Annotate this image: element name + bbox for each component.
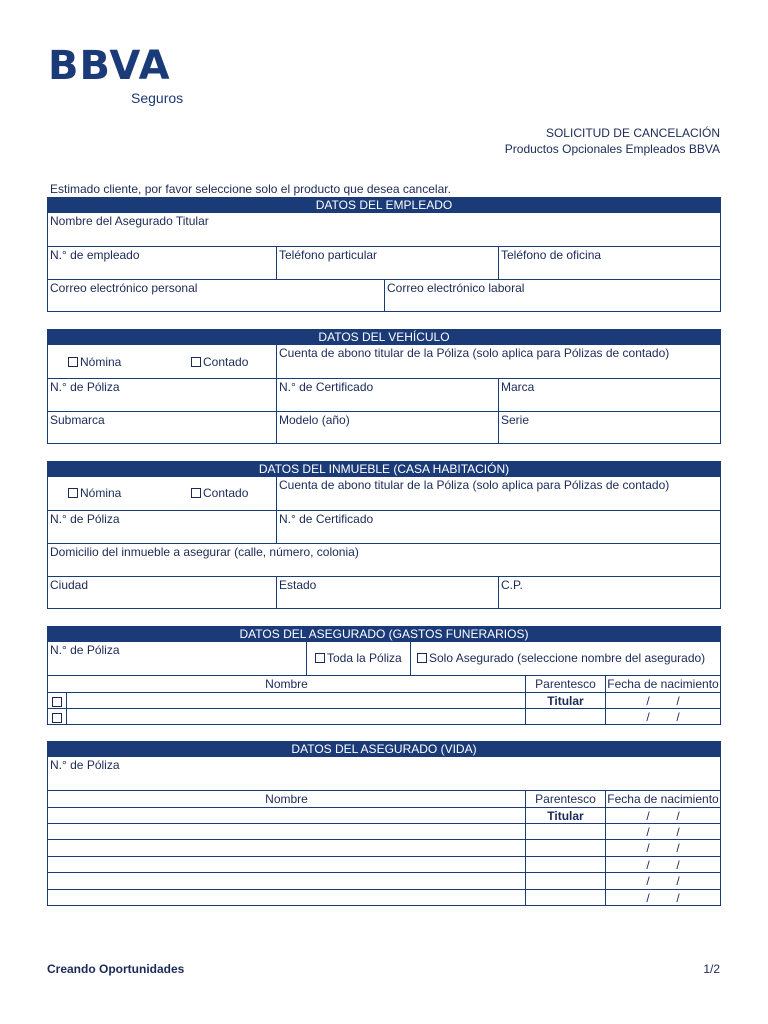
poliza-field[interactable] xyxy=(48,511,276,543)
submarca-field[interactable] xyxy=(48,412,276,443)
field-label: Marca xyxy=(501,380,535,394)
row-checkbox[interactable] xyxy=(52,697,62,707)
nomina-checkbox[interactable] xyxy=(68,488,78,498)
field-label: Submarca xyxy=(50,413,105,427)
contado-checkbox[interactable] xyxy=(191,488,201,498)
section-inmueble xyxy=(47,461,721,609)
field-label: N.° de Póliza xyxy=(50,512,120,526)
parentesco-input[interactable] xyxy=(525,709,605,724)
fecha-input[interactable]: / / xyxy=(605,890,720,905)
serie-field[interactable] xyxy=(498,412,720,443)
field-label: Nombre del Asegurado Titular xyxy=(50,214,209,228)
nombre-input[interactable] xyxy=(48,808,525,823)
field-label: Teléfono de oficina xyxy=(501,248,602,262)
row-checkbox[interactable] xyxy=(52,713,62,723)
field-label: N.° de empleado xyxy=(50,248,140,262)
field-label: Cuenta de abono titular de la Póliza (solo aplica para Pólizas de contado) xyxy=(279,346,670,360)
col-header-fecha: Fecha de nacimiento xyxy=(605,791,720,807)
section-header: DATOS DEL EMPLEADO xyxy=(48,198,720,213)
modelo-field[interactable] xyxy=(276,412,498,443)
marca-field[interactable] xyxy=(498,379,720,411)
ciudad-field[interactable] xyxy=(48,577,276,608)
row-select[interactable] xyxy=(48,709,66,724)
correo-laboral-field[interactable] xyxy=(384,280,720,311)
table-row xyxy=(48,708,720,724)
table-row xyxy=(48,839,720,856)
fecha-input[interactable]: / / xyxy=(605,824,720,839)
field-label: N.° de Póliza xyxy=(50,380,120,394)
section-header: DATOS DEL INMUEBLE (CASA HABITACIÓN) xyxy=(48,462,720,477)
toda-poliza-option[interactable] xyxy=(306,642,410,675)
field-label: N.° de Certificado xyxy=(279,380,374,394)
parentesco-input[interactable] xyxy=(525,824,605,839)
cuenta-abono-field[interactable] xyxy=(276,345,720,378)
page-number: 1/2 xyxy=(703,962,720,976)
field-label: C.P. xyxy=(501,578,523,592)
poliza-field[interactable] xyxy=(48,757,720,790)
parentesco-input[interactable] xyxy=(525,890,605,905)
section-funerarios xyxy=(47,626,721,725)
field-label: Correo electrónico laboral xyxy=(387,281,525,295)
field-label: Correo electrónico personal xyxy=(50,281,198,295)
nombre-input[interactable] xyxy=(48,857,525,872)
intro-text: Estimado cliente, por favor seleccione solo el producto que desea cancelar. xyxy=(50,182,451,196)
footer-slogan: Creando Oportunidades xyxy=(47,962,185,976)
estado-field[interactable] xyxy=(276,577,498,608)
table-row xyxy=(48,807,720,823)
table-row xyxy=(48,889,720,905)
logo-subtitle: Seguros xyxy=(131,90,184,106)
table-row xyxy=(48,872,720,889)
fecha-input[interactable]: / / xyxy=(605,808,720,823)
certificado-field[interactable] xyxy=(276,511,720,543)
cp-field[interactable] xyxy=(498,577,720,608)
section-header: DATOS DEL VEHÍCULO xyxy=(48,330,720,345)
correo-personal-field[interactable] xyxy=(48,280,384,311)
fecha-input[interactable]: / / xyxy=(605,873,720,889)
parentesco-input[interactable] xyxy=(525,857,605,872)
fecha-input[interactable]: / / xyxy=(605,840,720,856)
solo-asegurado-option[interactable] xyxy=(410,642,720,675)
section-vehiculo xyxy=(47,329,721,444)
parentesco-input[interactable] xyxy=(525,873,605,889)
parentesco-cell: Titular xyxy=(525,693,605,708)
field-label: Ciudad xyxy=(50,578,89,592)
poliza-field[interactable] xyxy=(48,379,276,411)
fecha-input[interactable]: / / xyxy=(605,857,720,872)
tel-oficina-field[interactable] xyxy=(498,247,720,279)
nombre-asegurado-field[interactable] xyxy=(48,213,720,246)
nombre-input[interactable] xyxy=(48,824,525,839)
option-label: Nómina xyxy=(80,355,122,369)
nombre-input[interactable] xyxy=(48,840,525,856)
section-vida xyxy=(47,741,721,906)
fecha-input[interactable]: / / xyxy=(605,709,720,724)
payment-type-cell xyxy=(48,477,276,510)
table-row xyxy=(48,856,720,872)
col-header-nombre: Nombre xyxy=(265,677,308,691)
section-empleado xyxy=(47,197,721,312)
poliza-field[interactable] xyxy=(48,642,306,675)
nombre-input[interactable] xyxy=(48,890,525,905)
nombre-input[interactable] xyxy=(48,873,525,889)
cuenta-abono-field[interactable] xyxy=(276,477,720,510)
contado-option[interactable] xyxy=(191,355,248,369)
payment-type-cell xyxy=(48,345,276,378)
option-label: Nómina xyxy=(80,486,122,500)
form-title: SOLICITUD DE CANCELACIÓN xyxy=(545,126,720,140)
solo-asegurado-checkbox[interactable] xyxy=(417,653,427,663)
num-empleado-field[interactable] xyxy=(48,247,276,279)
field-label: N.° de Certificado xyxy=(279,512,374,526)
bbva-logo: BBVA xyxy=(48,43,171,89)
domicilio-field[interactable] xyxy=(48,544,720,576)
col-header-parentesco: Parentesco xyxy=(525,676,605,692)
field-label: Domicilio del inmueble a asegurar (calle, número, colonia) xyxy=(50,545,359,559)
option-label: Solo Asegurado (seleccione nombre del asegurado) xyxy=(429,651,706,665)
parentesco-input[interactable] xyxy=(525,840,605,856)
field-label: Serie xyxy=(501,413,530,427)
table-row xyxy=(48,823,720,839)
field-label: Estado xyxy=(279,578,317,592)
field-label: Cuenta de abono titular de la Póliza (solo aplica para Pólizas de contado) xyxy=(279,478,670,492)
nombre-input[interactable] xyxy=(66,709,525,724)
field-label: Modelo (año) xyxy=(279,413,350,427)
field-label: N.° de Póliza xyxy=(50,643,120,657)
option-label: Contado xyxy=(203,486,249,500)
contado-option[interactable] xyxy=(191,486,248,500)
col-header-nombre: Nombre xyxy=(265,792,308,806)
row-select[interactable] xyxy=(48,693,66,708)
option-label: Contado xyxy=(203,355,249,369)
col-header-parentesco: Parentesco xyxy=(525,791,605,807)
field-label: N.° de Póliza xyxy=(50,758,120,772)
col-header-fecha: Fecha de nacimiento xyxy=(605,676,720,692)
nombre-input[interactable] xyxy=(66,693,525,708)
nomina-option[interactable] xyxy=(68,355,121,369)
field-label: Teléfono particular xyxy=(279,248,378,262)
nomina-option[interactable] xyxy=(68,486,121,500)
form-subtitle: Productos Opcionales Empleados BBVA xyxy=(504,142,720,156)
parentesco-cell: Titular xyxy=(525,808,605,823)
toda-poliza-checkbox[interactable] xyxy=(315,653,325,663)
tel-particular-field[interactable] xyxy=(276,247,498,279)
section-header: DATOS DEL ASEGURADO (VIDA) xyxy=(48,742,720,757)
fecha-input[interactable]: / / xyxy=(605,693,720,708)
nomina-checkbox[interactable] xyxy=(68,357,78,367)
certificado-field[interactable] xyxy=(276,379,498,411)
contado-checkbox[interactable] xyxy=(191,357,201,367)
option-label: Toda la Póliza xyxy=(327,651,402,665)
section-header: DATOS DEL ASEGURADO (GASTOS FUNERARIOS) xyxy=(48,627,720,642)
table-row xyxy=(48,692,720,708)
